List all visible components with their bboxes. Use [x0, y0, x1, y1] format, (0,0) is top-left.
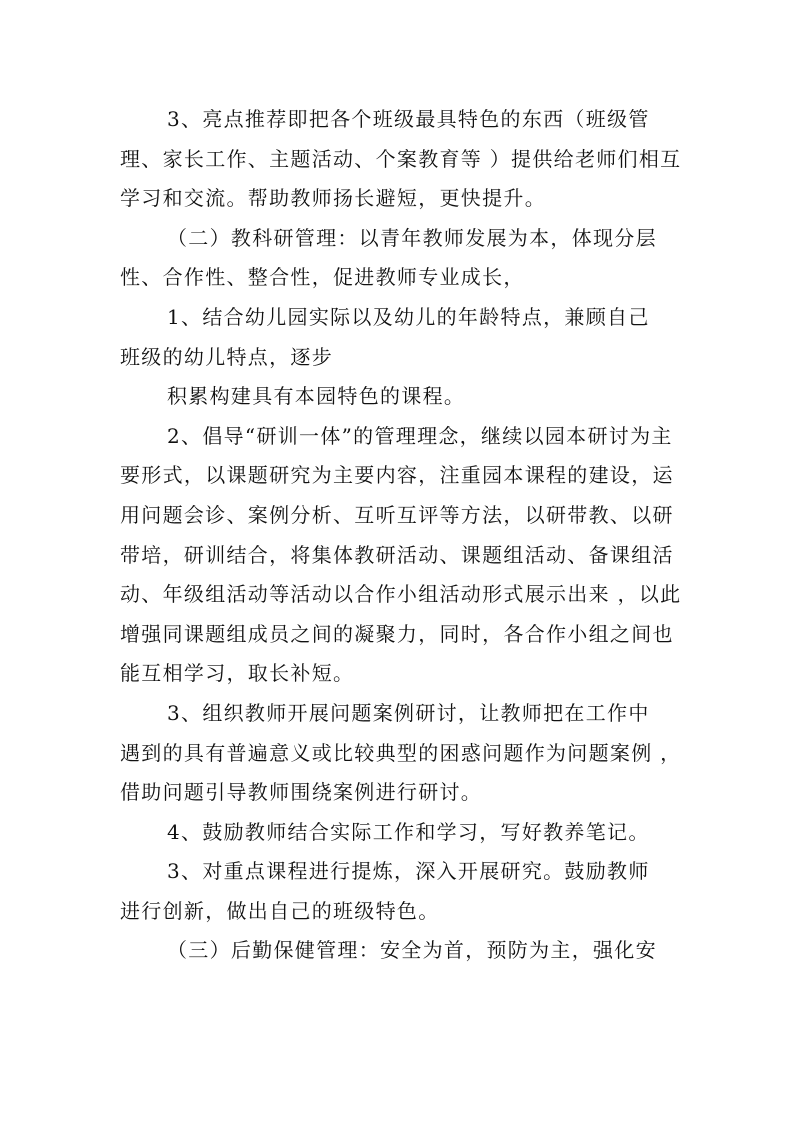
- text-line: 借助问题引导教师围绕案例进行研讨。: [120, 780, 483, 805]
- text-line: 3、组织教师开展问题案例研讨，让教师把在工作中: [167, 700, 650, 725]
- text-line: （三）后勤保健管理：安全为首，预防为主，强化安: [167, 938, 657, 963]
- text-line: 理、家长工作、主题活动、个案教育等 ）提供给老师们相互: [120, 146, 682, 171]
- text-line: 能互相学习，取长补短。: [120, 661, 355, 686]
- paragraph-item-3b: [120, 852, 680, 931]
- text-line: 2、倡导“研训一体”的管理理念，继续以园本研讨为主: [167, 423, 673, 448]
- text-line: 遇到的具有普遍意义或比较典型的困惑问题作为问题案例 ，: [120, 740, 682, 765]
- section-2-heading: [120, 219, 680, 298]
- text-line: 进行创新，做出自己的班级特色。: [120, 898, 440, 923]
- paragraph-item-3a: [120, 694, 680, 813]
- paragraph-item-4: [120, 813, 680, 853]
- text-line: 班级的幼儿特点，逐步: [120, 344, 333, 369]
- text-line: 3、对重点课程进行提炼，深入开展研究。鼓励教师: [167, 859, 650, 884]
- text-line: 学习和交流。帮助教师扬长避短，更快提升。: [120, 186, 546, 211]
- text-line: 用问题会诊、案例分析、互听互评等方法，以研带教、以研: [120, 502, 674, 527]
- section-3-heading: [120, 931, 680, 971]
- text-line: 4、鼓励教师结合实际工作和学习，写好教养笔记。: [167, 819, 650, 844]
- paragraph-item-1: [120, 298, 680, 377]
- paragraph-item-2: [120, 417, 680, 694]
- text-line: 动、年级组活动等活动以合作小组活动形式展示出来 ，以此: [120, 582, 682, 607]
- document-body: [120, 100, 680, 971]
- paragraph-item-1-continued: [120, 377, 680, 417]
- text-line: 3、亮点推荐即把各个班级最具特色的东西（班级管: [167, 107, 650, 131]
- text-line: 性、合作性、整合性，促进教师专业成长，: [120, 265, 525, 290]
- text-line: （二）教科研管理：以青年教师发展为本，体现分层: [167, 225, 657, 250]
- text-line: 要形式，以课题研究为主要内容，注重园本课程的建设，运: [120, 463, 674, 488]
- text-line: 增强同课题组成员之间的凝聚力，同时，各合作小组之间也: [120, 621, 674, 646]
- text-line: 带培，研训结合，将集体教研活动、课题组活动、备课组活: [120, 542, 674, 567]
- text-line: 积累构建具有本园特色的课程。: [167, 384, 466, 409]
- text-line: 1、结合幼儿园实际以及幼儿的年龄特点，兼顾自己: [167, 304, 650, 329]
- paragraph-highlight-recommend: [120, 100, 680, 219]
